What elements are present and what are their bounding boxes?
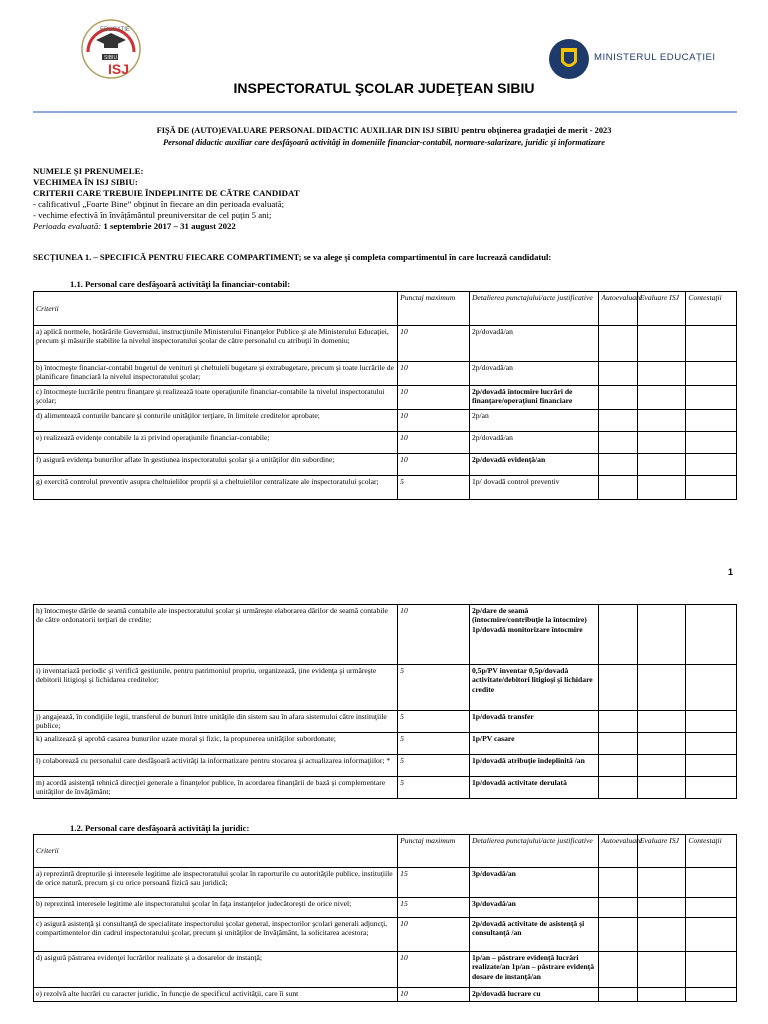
score-cell: 10 bbox=[398, 952, 470, 988]
criteria-table-financial-cont bbox=[33, 604, 737, 799]
contestatii-input[interactable] bbox=[686, 605, 737, 665]
autoevaluare-input[interactable] bbox=[599, 605, 637, 665]
table-row bbox=[34, 665, 737, 711]
detail-cell: 1p/an – păstrare evidenţă lucrări realizate/an 1p/an – păstrare evidenţă dosare de instanţă/an bbox=[469, 952, 598, 988]
autoevaluare-input[interactable] bbox=[599, 432, 637, 454]
detail-cell: 1p/dovadă atribuţie îndeplinită /an bbox=[469, 755, 598, 777]
table-row bbox=[34, 952, 737, 988]
detail-cell: 1p/dovadă activitate derulată bbox=[469, 777, 598, 799]
criteria-cell: m) acordă asistenţă tehnică direcţiei generale a finanţelor publice, în acordarea finanţării de bază şi complementare unităţilor de învăţământ; bbox=[34, 777, 398, 799]
col-detail: Detalierea punctajului/acte justificative bbox=[469, 835, 598, 868]
table-row bbox=[34, 476, 737, 500]
period-label: Perioada evaluată: bbox=[33, 221, 102, 231]
col-criteria: Criterii bbox=[34, 835, 398, 868]
criteria-cell: c) asigură asistenţă şi consultanţă de specialitate inspectorului şcolar general, inspectorilor şcolari generali adjuncţi, compartimentelor din cadrul inspectoratului şcolar, precum şi unităţilor de învăţământ, la solicitarea acestora; bbox=[34, 918, 398, 952]
contestatii-input[interactable] bbox=[686, 952, 737, 988]
contestatii-input[interactable] bbox=[686, 386, 737, 410]
contestatii-input[interactable] bbox=[686, 755, 737, 777]
autoevaluare-input[interactable] bbox=[599, 454, 637, 476]
romania-coat-of-arms-icon bbox=[548, 38, 590, 80]
criteria-cell: d) asigură păstrarea evidenţei lucrărilor realizate şi a dosarelor de instanţă; bbox=[34, 952, 398, 988]
score-cell: 5 bbox=[398, 665, 470, 711]
evaluare-isj-input[interactable] bbox=[637, 386, 686, 410]
col-detail: Detalierea punctajului/acte justificative bbox=[469, 292, 598, 326]
autoevaluare-input[interactable] bbox=[599, 410, 637, 432]
evaluare-isj-input[interactable] bbox=[637, 711, 686, 733]
evaluare-isj-input[interactable] bbox=[637, 605, 686, 665]
autoevaluare-input[interactable] bbox=[599, 988, 637, 1002]
detail-cell: 2p/dovadă/an bbox=[469, 362, 598, 386]
criteria-cell: f) asigură evidenţa bunurilor aflate în gestiunea inspectoratului şcolar şi a unităţilor din subordine; bbox=[34, 454, 398, 476]
table-row bbox=[34, 755, 737, 777]
contestatii-input[interactable] bbox=[686, 432, 737, 454]
autoevaluare-input[interactable] bbox=[599, 386, 637, 410]
table-row bbox=[34, 410, 737, 432]
document-title: FIŞĂ DE (AUTO)EVALUARE PERSONAL DIDACTIC AUXILIAR DIN ISJ SIBIU pentru obţinerea gradaţiei de merit - 2023 bbox=[156, 126, 612, 135]
score-cell: 10 bbox=[398, 410, 470, 432]
table-row bbox=[34, 898, 737, 918]
detail-cell: 2p/dovadă întocmire lucrări de finanţare/operaţiuni financiare bbox=[469, 386, 598, 410]
col-auto: Autoevaluare bbox=[599, 835, 637, 868]
evaluare-isj-input[interactable] bbox=[637, 868, 686, 898]
page-number: 1 bbox=[728, 567, 734, 577]
score-cell: 5 bbox=[398, 755, 470, 777]
table-row bbox=[34, 733, 737, 755]
criteria-cell: j) angajează, în condiţiile legii, transferul de bunuri între unităţile din sistem sau în afara sistemului către instituţiile publice; bbox=[34, 711, 398, 733]
score-cell: 10 bbox=[398, 362, 470, 386]
autoevaluare-input[interactable] bbox=[599, 777, 637, 799]
table-row bbox=[34, 777, 737, 799]
score-cell: 15 bbox=[398, 868, 470, 898]
autoevaluare-input[interactable] bbox=[599, 476, 637, 500]
detail-cell: 1p/dovadă transfer bbox=[469, 711, 598, 733]
contestatii-input[interactable] bbox=[686, 362, 737, 386]
score-cell: 5 bbox=[398, 476, 470, 500]
ministry-name: MINISTERUL EDUCAȚIEI bbox=[594, 52, 716, 63]
table-row bbox=[34, 988, 737, 1002]
table-row bbox=[34, 362, 737, 386]
criteria-cell: b) întocmeşte financiar-contabil bugetul de venituri şi cheltuieli bugetare şi extrabugetare, precum şi toate lucrările de planificare financiară la nivelul inspectoratului şcolar; bbox=[34, 362, 398, 386]
contestatii-input[interactable] bbox=[686, 777, 737, 799]
seniority-label: VECHIMEA ÎN ISJ SIBIU: bbox=[33, 177, 138, 187]
isj-sibiu-logo-icon bbox=[80, 18, 142, 80]
candidate-info bbox=[33, 166, 300, 232]
detail-cell: 2p/dovadă activitate de asistenţă şi consultanţă /an bbox=[469, 918, 598, 952]
col-auto: Autoevaluare bbox=[599, 292, 637, 326]
score-cell: 10 bbox=[398, 454, 470, 476]
contestatii-input[interactable] bbox=[686, 898, 737, 918]
evaluare-isj-input[interactable] bbox=[637, 432, 686, 454]
contestatii-input[interactable] bbox=[686, 476, 737, 500]
criteria-cell: c) întocmeşte lucrările pentru finanţare şi realizează toate operaţiunile financiar-contabile la nivelul inspectoratului şcolar; bbox=[34, 386, 398, 410]
score-cell: 15 bbox=[398, 898, 470, 918]
score-cell: 5 bbox=[398, 777, 470, 799]
contestatii-input[interactable] bbox=[686, 733, 737, 755]
detail-cell: 0,5p/PV inventar 0,5p/dovadă activitate/debitori litigioşi şi lichidare credite bbox=[469, 665, 598, 711]
criteria-1: - calificativul „Foarte Bine” obţinut în fiecare an din perioada evaluată; bbox=[33, 199, 285, 209]
criteria-cell: h) întocmeşte dările de seamă contabile ale inspectoratului şcolar şi urmăreşte elaborarea dărilor de seamă contabile de către ordonatorii terţiari de credite; bbox=[34, 605, 398, 665]
evaluare-isj-input[interactable] bbox=[637, 755, 686, 777]
criteria-cell: i) inventariază periodic şi verifică gestiunile, pentru patrimoniul propriu, organizează, ţine evidenţa şi urmăreşte debitorii litigioşi şi lichidarea creditelor; bbox=[34, 665, 398, 711]
col-contest: Contestaţii bbox=[686, 292, 737, 326]
contestatii-input[interactable] bbox=[686, 868, 737, 898]
contestatii-input[interactable] bbox=[686, 410, 737, 432]
table-row bbox=[34, 605, 737, 665]
col-score: Punctaj maximum bbox=[398, 835, 470, 868]
criteria-cell: e) realizează evidenţe contabile la zi privind operaţiunile financiar-contabile; bbox=[34, 432, 398, 454]
autoevaluare-input[interactable] bbox=[599, 898, 637, 918]
evaluare-isj-input[interactable] bbox=[637, 918, 686, 952]
score-cell: 10 bbox=[398, 988, 470, 1002]
autoevaluare-input[interactable] bbox=[599, 918, 637, 952]
table-row bbox=[34, 386, 737, 410]
evaluare-isj-input[interactable] bbox=[637, 454, 686, 476]
contestatii-input[interactable] bbox=[686, 711, 737, 733]
table-row bbox=[34, 326, 737, 362]
logo-arc-text: EDUCATIE bbox=[100, 27, 130, 33]
evaluare-isj-input[interactable] bbox=[637, 988, 686, 1002]
detail-cell: 2p/dovadă evidenţă/an bbox=[469, 454, 598, 476]
document-subtitle: Personal didactic auxiliar care desfăşoară activităţi în domeniile financiar-contabil, normare-salarizare, juridic şi informatizare bbox=[162, 138, 606, 147]
logo-text: ISJ bbox=[108, 61, 130, 77]
criteria-2: - vechime efectivă în învățământul preuniversitar de cel puțin 5 ani; bbox=[33, 210, 272, 220]
table-row bbox=[34, 918, 737, 952]
criteria-cell: k) analizează şi aprobă casarea bunurilor uzate moral şi fizic, la propunerea unităţilor subordonate; bbox=[34, 733, 398, 755]
score-cell: 5 bbox=[398, 733, 470, 755]
score-cell: 10 bbox=[398, 605, 470, 665]
criteria-heading: CRITERII CARE TREBUIE ÎNDEPLINITE DE CĂTRE CANDIDAT bbox=[33, 188, 300, 198]
criteria-cell: l) colaborează cu personalul care desfăşoară activităţi la informatizare pentru stocarea şi actualizarea informaţiilor; * bbox=[34, 755, 398, 777]
autoevaluare-input[interactable] bbox=[599, 952, 637, 988]
contestatii-input[interactable] bbox=[686, 988, 737, 1002]
criteria-table-financial bbox=[33, 291, 737, 500]
table-row bbox=[34, 432, 737, 454]
criteria-table-juridic bbox=[33, 834, 737, 1002]
page-title: INSPECTORATUL ŞCOLAR JUDEŢEAN SIBIU bbox=[233, 80, 535, 96]
table-row bbox=[34, 868, 737, 898]
criteria-cell: a) aplică normele, hotărârile Guvernului, instrucţiunile Ministerului Finanţelor Publice şi ale Ministerului Educaţiei, precum şi măsurile stabilite la nivelul inspectoratului şcolar de către personalul cu atribuţii în domeniu; bbox=[34, 326, 398, 362]
criteria-cell: e) rezolvă alte lucrări cu caracter juridic, în funcţie de specificul activităţii, care îi sunt bbox=[34, 988, 398, 1002]
detail-cell: 3p/dovadă/an bbox=[469, 868, 598, 898]
subsection-1-2-heading: 1.2. Personal care desfăşoară activităţi la juridic: bbox=[70, 823, 250, 833]
autoevaluare-input[interactable] bbox=[599, 665, 637, 711]
detail-cell: 2p/dovadă/an bbox=[469, 326, 598, 362]
contestatii-input[interactable] bbox=[686, 918, 737, 952]
autoevaluare-input[interactable] bbox=[599, 755, 637, 777]
autoevaluare-input[interactable] bbox=[599, 711, 637, 733]
evaluare-isj-input[interactable] bbox=[637, 777, 686, 799]
col-score: Punctaj maximum bbox=[398, 292, 470, 326]
evaluare-isj-input[interactable] bbox=[637, 898, 686, 918]
autoevaluare-input[interactable] bbox=[599, 868, 637, 898]
detail-cell: 2p/dovadă/an bbox=[469, 432, 598, 454]
contestatii-input[interactable] bbox=[686, 454, 737, 476]
score-cell: 10 bbox=[398, 918, 470, 952]
autoevaluare-input[interactable] bbox=[599, 733, 637, 755]
evaluare-isj-input[interactable] bbox=[637, 326, 686, 362]
col-eval: Evaluare ISJ bbox=[637, 292, 686, 326]
detail-cell: 3p/dovadă/an bbox=[469, 898, 598, 918]
contestatii-input[interactable] bbox=[686, 665, 737, 711]
criteria-cell: a) reprezintă drepturile şi interesele legitime ale inspectoratului şcolar în raporturile cu autorităţile publice, instituţiile de orice natură, precum şi cu orice persoană fizică sau juridică; bbox=[34, 868, 398, 898]
table-row bbox=[34, 711, 737, 733]
period-value: 1 septembrie 2017 – 31 august 2022 bbox=[101, 221, 236, 231]
score-cell: 10 bbox=[398, 326, 470, 362]
subsection-1-1-heading: 1.1. Personal care desfăşoară activităţi la financiar-contabil: bbox=[70, 279, 291, 289]
evaluare-isj-input[interactable] bbox=[637, 665, 686, 711]
evaluare-isj-input[interactable] bbox=[637, 410, 686, 432]
score-cell: 10 bbox=[398, 386, 470, 410]
name-label: NUMELE ȘI PRENUMELE: bbox=[33, 166, 144, 176]
evaluare-isj-input[interactable] bbox=[637, 362, 686, 386]
col-contest: Contestaţii bbox=[686, 835, 737, 868]
detail-cell: 1p/PV casare bbox=[469, 733, 598, 755]
table-row bbox=[34, 454, 737, 476]
contestatii-input[interactable] bbox=[686, 326, 737, 362]
evaluare-isj-input[interactable] bbox=[637, 952, 686, 988]
evaluare-isj-input[interactable] bbox=[637, 733, 686, 755]
score-cell: 10 bbox=[398, 432, 470, 454]
detail-cell: 2p/dovadă lucrare cu bbox=[469, 988, 598, 1002]
autoevaluare-input[interactable] bbox=[599, 362, 637, 386]
detail-cell: 2p/dare de seamă (întocmire/contribuţie la întocmire) 1p/dovadă monitorizare întocmire bbox=[469, 605, 598, 665]
autoevaluare-input[interactable] bbox=[599, 326, 637, 362]
criteria-cell: d) alimentează conturile bancare şi conturile unităţilor terţiare, în limitele creditelor aprobate; bbox=[34, 410, 398, 432]
score-cell: 5 bbox=[398, 711, 470, 733]
col-criteria: Criterii bbox=[34, 292, 398, 326]
detail-cell: 1p/ dovadă control preventiv bbox=[469, 476, 598, 500]
criteria-cell: b) reprezintă interesele legitime ale inspectoratului şcolar în faţa instanţelor judecătoreşti de orice nivel; bbox=[34, 898, 398, 918]
detail-cell: 2p/an bbox=[469, 410, 598, 432]
logo-badge-text: SIBIU bbox=[104, 55, 118, 61]
section-1-heading: SECȚIUNEA 1. – SPECIFICĂ PENTRU FIECARE COMPARTIMENT; se va alege şi completa compartimentul în care lucrează candidatul: bbox=[33, 252, 552, 262]
evaluare-isj-input[interactable] bbox=[637, 476, 686, 500]
col-eval: Evaluare ISJ bbox=[637, 835, 686, 868]
criteria-cell: g) exercită controlul preventiv asupra cheltuielilor proprii şi a cheltuielilor centralizate ale inspectoratului şcolar; bbox=[34, 476, 398, 500]
header-divider bbox=[33, 111, 737, 113]
